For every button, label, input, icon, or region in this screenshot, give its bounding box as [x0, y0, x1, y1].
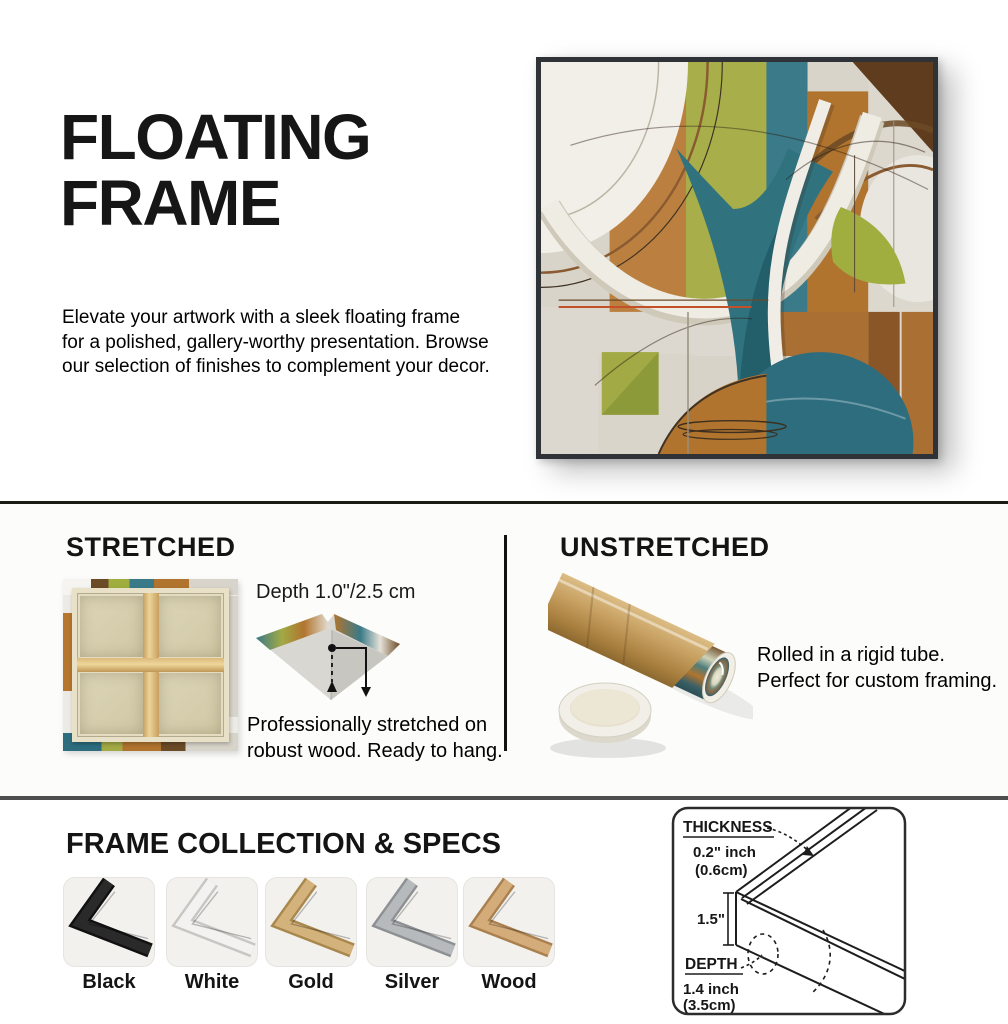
canvas-panel — [80, 673, 143, 734]
shipping-tube-photo — [548, 570, 753, 766]
title-line-2: FRAME — [60, 167, 281, 239]
depth-label: DEPTH — [685, 956, 738, 973]
depth-label: Depth 1.0"/2.5 cm — [256, 581, 416, 603]
page-title — [60, 101, 371, 239]
title-line-1: FLOATING — [60, 101, 371, 173]
canvas-corner-detail-image — [252, 608, 407, 708]
column-divider — [504, 535, 507, 751]
unstretched-note-line: Rolled in a rigid tube. — [757, 644, 945, 666]
swatch-silver — [366, 877, 458, 994]
hero-description — [62, 306, 490, 380]
thickness-value: 0.2" inch — [693, 844, 756, 861]
frame-corner-silver-image — [366, 877, 458, 967]
swatch-white — [166, 877, 258, 994]
thickness-label: THICKNESS — [683, 819, 773, 836]
swatch-label: Wood — [481, 971, 537, 993]
frame-corner-black-image — [63, 877, 155, 967]
abstract-artwork-image — [541, 62, 933, 454]
frame-collection-section — [0, 800, 1008, 1024]
swatch-wood — [463, 877, 555, 994]
stretcher-frame — [72, 588, 229, 742]
hero-description-line: Elevate your artwork with a sleek floating frame — [62, 307, 461, 328]
hero-description-line: our selection of finishes to complement your decor. — [62, 356, 490, 377]
canvas-options-section — [0, 504, 1008, 796]
tube-cap — [559, 683, 651, 743]
swatch-label: Black — [82, 971, 136, 993]
frame-corner-wood-image — [463, 877, 555, 967]
frame-corner-gold-image — [265, 877, 357, 967]
stretched-heading: STRETCHED — [66, 532, 236, 562]
swatch-label: Gold — [288, 971, 334, 993]
side-value: 1.5" — [697, 911, 725, 928]
canvas-panel — [159, 673, 222, 734]
wood-brace-horizontal — [77, 658, 224, 672]
stretched-note-line: robust wood. Ready to hang. — [247, 739, 503, 762]
swatch-label: White — [184, 971, 240, 993]
depth-metric: (3.5cm) — [683, 997, 736, 1014]
swatch-gold — [265, 877, 357, 994]
depth-value: 1.4 inch — [683, 981, 739, 998]
stretched-note — [247, 713, 503, 764]
stretched-canvas-back-photo — [63, 579, 238, 751]
swatch-black — [63, 877, 155, 994]
thickness-metric: (0.6cm) — [695, 862, 748, 879]
collection-heading: FRAME COLLECTION & SPECS — [66, 828, 502, 860]
frame-corner-white-image — [166, 877, 258, 967]
unstretched-heading: UNSTRETCHED — [560, 532, 770, 562]
stretched-note-line: Professionally stretched on — [247, 714, 488, 736]
framed-artwork — [536, 57, 938, 459]
canvas-panel — [159, 596, 222, 657]
swatch-label: Silver — [384, 971, 440, 993]
hero-description-line: for a polished, gallery-worthy presentation. Browse — [62, 331, 489, 353]
unstretched-note-line: Perfect for custom framing. — [757, 669, 998, 692]
canvas-panel — [80, 596, 143, 657]
unstretched-note — [757, 643, 997, 694]
frame-spec-diagram — [671, 806, 907, 1016]
